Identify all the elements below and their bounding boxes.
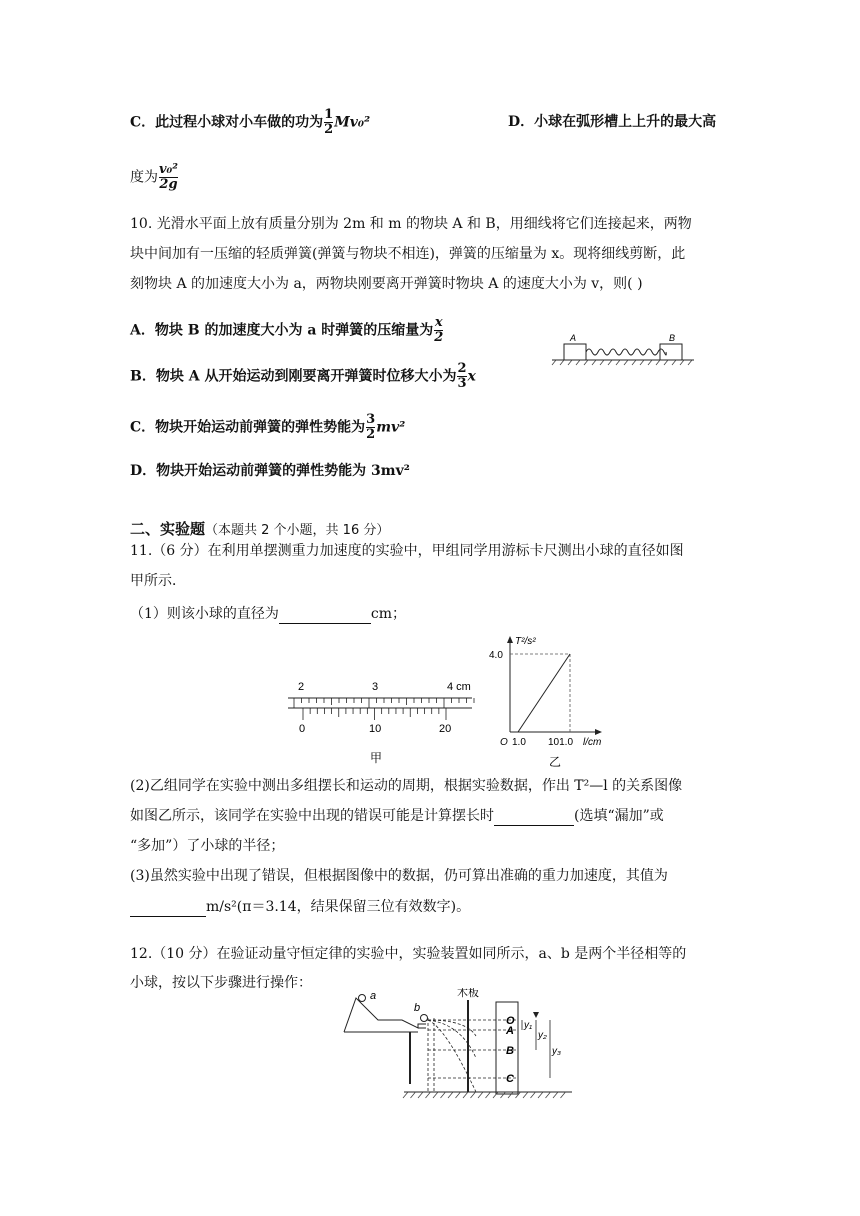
ground-hatch-line	[403, 1092, 408, 1098]
point-a: A	[506, 1025, 514, 1037]
ground-hatch-line	[463, 1092, 468, 1098]
ground-hatch	[403, 1092, 566, 1098]
vernier-label-20: 20	[439, 723, 452, 735]
q10-option-a-fraction: $\frac{x}{2}$	[434, 315, 444, 345]
ball-b	[421, 1015, 428, 1022]
ground-hatch-line	[411, 1092, 416, 1098]
q9-option-c-fraction: $\frac{1}{2}$	[324, 107, 334, 137]
ground-hatch-line	[486, 1092, 491, 1098]
ground-hatch-line	[441, 1092, 446, 1098]
main-label-2: 2	[298, 681, 305, 693]
ground-hatch-line	[523, 1092, 528, 1098]
ground-hatch-line	[456, 1092, 461, 1098]
q9-option-d: D．小球在弧形槽上上升的最大高	[508, 114, 717, 130]
q11-part2-prefix: 如图乙所示，该同学在实验中出现的错误可能是计算摆长时	[130, 808, 494, 824]
ground-hatch-line	[531, 1092, 536, 1098]
q11-part2-line3: “多加”）了小球的半径；	[130, 838, 285, 854]
dim-arrow-top	[533, 1012, 539, 1018]
vernier-scale-ticks	[303, 708, 446, 720]
ground-hatch-line	[546, 1092, 551, 1098]
label-y2: y₂	[538, 1030, 547, 1041]
q10-option-b	[130, 362, 476, 391]
ground-hatch-line	[553, 1092, 558, 1098]
q10-option-c	[130, 413, 405, 442]
spring	[586, 349, 666, 355]
q9-option-c-expr: Mv₀²	[334, 114, 371, 131]
q11-part3-line1: (3)虽然实验中出现了错误，但根据图像中的数据，仍可算出准确的重力加速度，其值为	[130, 868, 668, 884]
q10-option-a	[130, 316, 444, 345]
q11-part3-suffix: m/s²(π＝3.14，结果保留三位有效数字)。	[206, 899, 471, 915]
origin-label: O	[500, 737, 508, 748]
ground-hatch-line	[478, 1092, 483, 1098]
q10-stem-line3: 刻物块 A 的加速度大小为 a，两物块刚要离开弹簧时物块 A 的速度大小为 v，则( )	[130, 276, 643, 292]
label-a: A	[570, 333, 577, 343]
label-ball-a: a	[370, 990, 377, 1002]
x-axis-label: l/cm	[583, 737, 602, 748]
ground-hatch-line	[508, 1092, 513, 1098]
q9-option-d-fraction: $\frac{\text{v₀²}}{2g}$	[159, 162, 178, 192]
block-a	[564, 344, 586, 360]
t2-l-graph	[488, 632, 628, 772]
q11-part1-prefix: （1）则该小球的直径为	[130, 606, 279, 622]
floor-hatch	[552, 360, 692, 365]
vernier-label-10: 10	[369, 723, 382, 735]
q10-option-b-fraction: $\frac{2}{3}$	[457, 361, 467, 391]
q12-stem-line2: 小球，按以下步骤进行操作：	[130, 975, 312, 991]
ground-hatch-line	[448, 1092, 453, 1098]
q9-option-c	[130, 108, 370, 137]
ground-hatch-line	[418, 1092, 423, 1098]
q11-part1-blank[interactable]	[279, 609, 371, 624]
q9-option-d-cont	[130, 163, 179, 192]
q9-option-d-cont-text: 度为	[130, 169, 158, 186]
main-scale-ticks	[294, 698, 474, 708]
board-label: 木板	[457, 988, 479, 999]
label-y1: y₁	[524, 1020, 533, 1031]
q10-stem-line2: 块中间加有一压缩的轻质弹簧(弹簧与物块不相连)，弹簧的压缩量为 x。现将细线剪断，此	[130, 246, 686, 262]
vernier-label-0: 0	[299, 723, 306, 735]
graph-caption: 乙	[549, 755, 562, 769]
q11-part2-line1: (2)乙组同学在实验中测出多组摆长和运动的周期，根据实验数据，作出 T²—l 的关系图像	[130, 778, 683, 794]
q10-option-b-var: x	[467, 368, 476, 385]
q10-option-c-expr: mv²	[376, 419, 406, 436]
ground-hatch-line	[433, 1092, 438, 1098]
q11-stem-line2: 甲所示．	[130, 573, 186, 589]
q11-part1-unit: cm；	[370, 606, 407, 622]
q11-part2-line2	[130, 806, 664, 826]
main-label-3: 3	[372, 681, 379, 693]
ground-hatch-line	[501, 1092, 506, 1098]
q9-option-c-text: C．此过程小球对小车做的功为	[130, 114, 324, 131]
q12-stem-line1: 12.（10 分）在验证动量守恒定律的实验中，实验装置如同所示，a、b 是两个半径相等的	[130, 946, 687, 962]
caliper-caption: 甲	[370, 751, 383, 765]
section-heading	[130, 519, 389, 541]
data-series-line	[518, 654, 570, 732]
q12-apparatus-figure	[336, 988, 576, 1106]
q10-option-c-text: C．物块开始运动前弹簧的弹性势能为	[130, 419, 366, 436]
q11-part1	[130, 604, 406, 624]
q10-spring-figure	[548, 330, 698, 370]
x-tick-1: 1.0	[512, 737, 526, 748]
y-axis-label: T²/s²	[515, 636, 536, 647]
q10-stem-line1: 10. 光滑水平面上放有质量分别为 2m 和 m 的物块 A 和 B，用细线将它们连接起来，两物	[130, 216, 692, 232]
q11-part3-blank[interactable]	[130, 902, 206, 917]
q10-option-d: D．物块开始运动前弹簧的弹性势能为 3mv²	[130, 463, 410, 479]
label-b: B	[669, 333, 676, 343]
q11-part2-blank[interactable]	[494, 811, 574, 826]
ground-hatch-line	[561, 1092, 566, 1098]
ground-hatch-line	[426, 1092, 431, 1098]
ground-hatch-line	[538, 1092, 543, 1098]
main-label-4cm: 4 cm	[447, 681, 471, 693]
q11-part2-suffix: (选填“漏加”或	[574, 808, 664, 824]
ground-hatch-line	[471, 1092, 476, 1098]
y-axis-arrow	[507, 636, 513, 643]
x-axis-arrow	[595, 729, 602, 735]
x-tick-101: 101.0	[548, 737, 574, 748]
q11-stem-line1: 11.（6 分）在利用单摆测重力加速度的实验中，甲组同学用游标卡尺测出小球的直径如图	[130, 543, 684, 559]
point-o: O	[506, 1015, 515, 1027]
label-ball-b: b	[414, 1002, 421, 1014]
point-c: C	[506, 1073, 514, 1085]
q11-part3-line2	[130, 897, 470, 917]
q10-option-a-text: A．物块 B 的加速度大小为 a 时弹簧的压缩量为	[130, 322, 434, 339]
section-note: （本题共 2 个小题，共 16 分）	[205, 523, 390, 538]
block-b	[660, 344, 682, 360]
section-title: 二、实验题	[130, 520, 206, 538]
caliper-figure	[282, 676, 482, 766]
q10-option-b-text: B．物块 A 从开始运动到刚要离开弹簧时位移大小为	[130, 368, 457, 385]
q10-option-c-fraction: $\frac{3}{2}$	[366, 412, 376, 442]
y-tick-4: 4.0	[489, 650, 503, 661]
ball-a	[359, 995, 366, 1002]
label-y3: y₃	[552, 1046, 561, 1057]
point-b: B	[506, 1045, 514, 1057]
